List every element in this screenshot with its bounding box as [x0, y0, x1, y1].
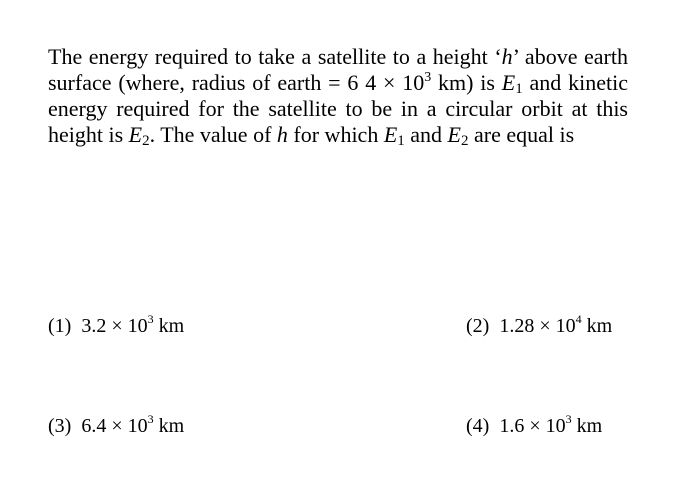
option-unit: km [581, 315, 613, 337]
option-value: 1.28 × 10 [499, 315, 576, 337]
option-1[interactable] [48, 314, 184, 338]
subscript: 2 [142, 133, 150, 149]
exponent: 3 [424, 70, 432, 85]
question-segment: are equal is [468, 122, 575, 147]
option-2[interactable] [466, 314, 612, 338]
variable-e: E [128, 122, 143, 147]
option-exponent: 3 [147, 412, 154, 426]
subscript: 1 [397, 133, 405, 149]
option-value: 1.6 × 10 [499, 415, 566, 437]
question-segment: and [404, 122, 448, 147]
variable-e: E [501, 70, 516, 95]
option-unit: km [571, 415, 603, 437]
question-segment: . The value of [149, 122, 277, 147]
variable-e: E [383, 122, 398, 147]
option-exponent: 3 [147, 312, 154, 326]
option-value: 6.4 × 10 [81, 415, 148, 437]
option-unit: km [153, 415, 185, 437]
subscript: 1 [515, 81, 523, 97]
question-segment: ’ above earth surface (where, radius of earth = 6 4 × 10 [48, 44, 628, 95]
question-text [48, 44, 628, 148]
question-segment: for which [287, 122, 384, 147]
variable-h: h [276, 122, 288, 147]
option-4[interactable] [466, 414, 602, 438]
option-unit: km [153, 315, 185, 337]
option-number: (2) [466, 315, 490, 337]
option-number: (1) [48, 315, 72, 337]
question-segment: km) is [431, 70, 502, 95]
option-number: (4) [466, 415, 490, 437]
variable-h: h [501, 44, 513, 69]
question-segment: The energy required to take a satellite to a height ‘ [48, 44, 502, 69]
option-exponent: 4 [575, 312, 582, 326]
option-value: 3.2 × 10 [81, 315, 148, 337]
question-segment: and kinetic energy required for the satellite to be in a circular orbit at this height is [48, 70, 628, 147]
option-3[interactable] [48, 414, 184, 438]
option-exponent: 3 [565, 412, 572, 426]
variable-e: E [447, 122, 461, 147]
option-number: (3) [48, 415, 72, 437]
subscript: 2 [461, 133, 469, 149]
